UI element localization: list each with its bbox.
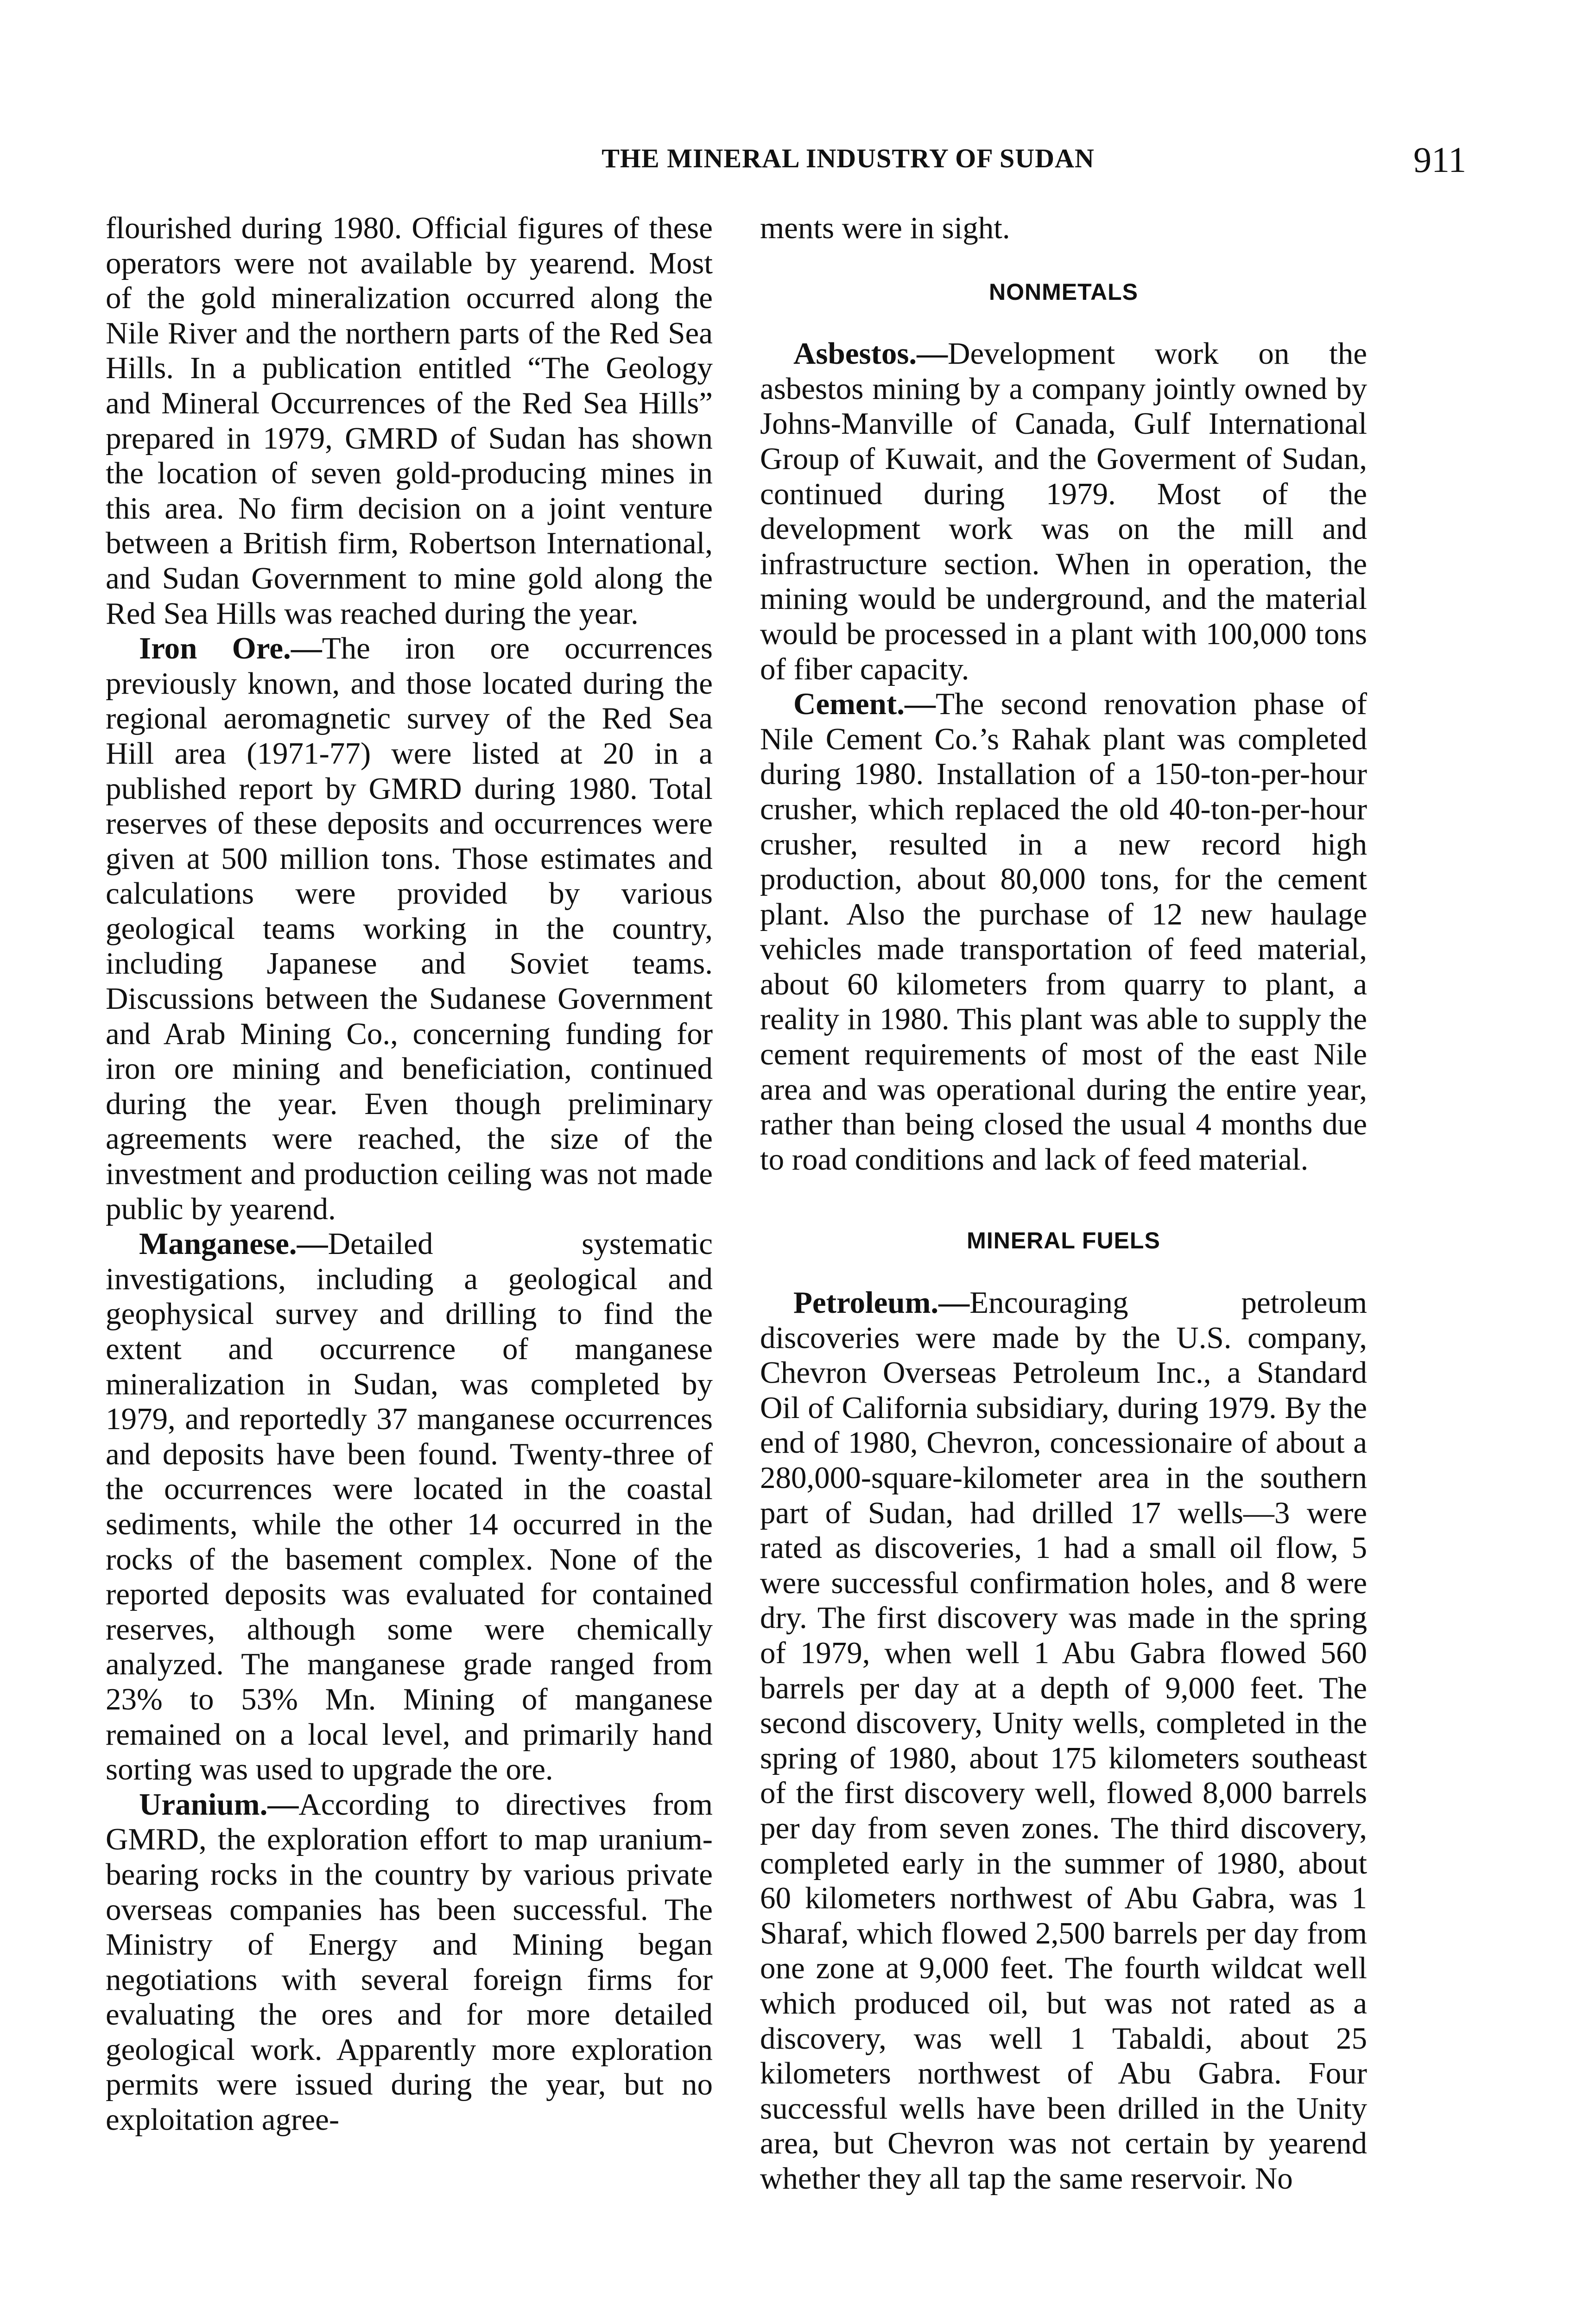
section-heading-nonmetals: NONMETALS — [989, 279, 1138, 305]
paragraph-cement — [760, 687, 1367, 1177]
section-heading-mineral-fuels: MINERAL FUELS — [967, 1228, 1160, 1254]
paragraph-petroleum — [760, 1285, 1367, 2196]
run-in-head-petroleum: Petroleum.— — [793, 1285, 970, 1320]
paragraph-iron-ore-text: The iron ore occurrences previously known, and those located during the regional aeromagnetic survey of the Red Sea Hill area (1971-77) were listed at 20 in a published report by GMRD during 1980. Total reserves of these deposits and occurrences were given at 500 million tons. Those estimates and calculations were provided by various geological teams working in the country, including Japanese and Soviet teams. Discussions between the Sudanese Government and Arab Mining Co., concerning funding for iron ore mining and beneficiation, continued during the year. Even though preliminary agreements were reached, the size of the investment and production ceiling was not made public by yearend. — [106, 631, 713, 1226]
run-in-head-manganese: Manganese.— — [139, 1227, 328, 1261]
paragraph-asbestos — [760, 336, 1367, 687]
run-in-head-iron-ore: Iron Ore.— — [139, 631, 322, 666]
paragraph-gold-continued: flourished during 1980. Official figures of these operators were not available by yearend. Most of the gold mineralization occurred along the Nile River and the northern parts of the Red Sea Hills. In a publication entitled “The Geology and Mineral Occurrences of the Red Sea Hills” prepared in 1979, GMRD of Sudan has shown the location of seven gold-producing mines in this area. No firm decision on a joint venture between a British firm, Robertson International, and Sudan Government to mine gold along the Red Sea Hills was reached during the year. — [106, 211, 713, 631]
right-column — [760, 211, 1367, 2196]
run-in-head-asbestos: Asbestos.— — [793, 336, 948, 371]
paragraph-manganese-text: Detailed systematic investigations, including a geological and geophysical survey and drilling to find the extent and occurrence of manganese mineralization in Sudan, was completed by 1979, and reportedly 37 manganese occurrences and deposits have been found. Twenty-three of the occurrences were located in the coastal sediments, while the other 14 occurred in the rocks of the basement complex. None of the reported deposits was evaluated for contained reserves, although some were chemically analyzed. The manganese grade ranged from 23% to 53% Mn. Mining of manganese remained on a local level, and primarily hand sorting was used to upgrade the ore. — [106, 1227, 713, 1787]
paragraph-uranium — [106, 1787, 713, 2138]
paragraph-iron-ore — [106, 631, 713, 1227]
running-header — [107, 139, 1467, 180]
paragraph-petroleum-text: Encouraging petroleum discoveries were made by the U.S. company, Chevron Overseas Petroleum Inc., a Standard Oil of California subsidiary, during 1979. By the end of 1980, Chevron, concessionaire of about a 280,000-square-kilometer area in the southern part of Sudan, had drilled 17 wells—3 were rated as discoveries, 1 had a small oil flow, 5 were successful confirmation holes, and 8 were dry. The first discovery was made in the spring of 1979, when well 1 Abu Gabra flowed 560 barrels per day at a depth of 9,000 feet. The second discovery, Unity wells, completed in the spring of 1980, about 175 kilometers southeast of the first discovery well, flowed 8,000 barrels per day from seven zones. The third discovery, completed early in the summer of 1980, about 60 kilometers northwest of Abu Gabra, was 1 Sharaf, which flowed 2,500 barrels per day from one zone at 9,000 feet. The fourth wildcat well which produced oil, but was not rated as a discovery, was well 1 Tabaldi, about 25 kilometers northwest of Abu Gabra. Four successful wells have been drilled in the Unity area, but Chevron was not certain by yearend whether they all tap the same reservoir. No — [760, 1285, 1367, 2196]
paragraph-cement-text: The second renovation phase of Nile Cement Co.’s Rahak plant was completed during 1980. Installation of a 150-ton-per-hour crusher, which replaced the old 40-ton-per-hour crusher, resulted in a new record high production, about 80,000 tons, for the cement plant. Also the purchase of 12 new haulage vehicles made transportation of feed material, about 60 kilometers from quarry to plant, a reality in 1980. This plant was able to supply the cement requirements of most of the east Nile area and was operational during the entire year, rather than being closed the usual 4 months due to road conditions and lack of feed material. — [760, 687, 1367, 1177]
paragraph-manganese — [106, 1227, 713, 1787]
page-number: 911 — [1413, 139, 1467, 180]
run-in-head-cement: Cement.— — [793, 687, 936, 722]
paragraph-asbestos-text: Development work on the asbestos mining by a company jointly owned by Johns-Manville of Canada, Gulf International Group of Kuwait, and the Goverment of Sudan, continued during 1979. Most of the development work was on the mill and infrastructure section. When in operation, the mining would be underground, and the material would be processed in a plant with 100,000 tons of fiber capacity. — [760, 336, 1367, 686]
run-in-head-uranium: Uranium.— — [139, 1787, 299, 1822]
left-column — [106, 211, 713, 2138]
running-title: THE MINERAL INDUSTRY OF SUDAN — [602, 143, 1095, 173]
paragraph-uranium-continued: ments were in sight. — [760, 211, 1010, 245]
paragraph-uranium-text: According to directives from GMRD, the exploration effort to map uranium-bearing rocks in the country by various private overseas companies has been successful. The Ministry of Energy and Mining began negotiations with several foreign firms for evaluating the ores and for more detailed geological work. Apparently more exploration permits were issued during the year, but no exploitation agree- — [106, 1787, 713, 2137]
